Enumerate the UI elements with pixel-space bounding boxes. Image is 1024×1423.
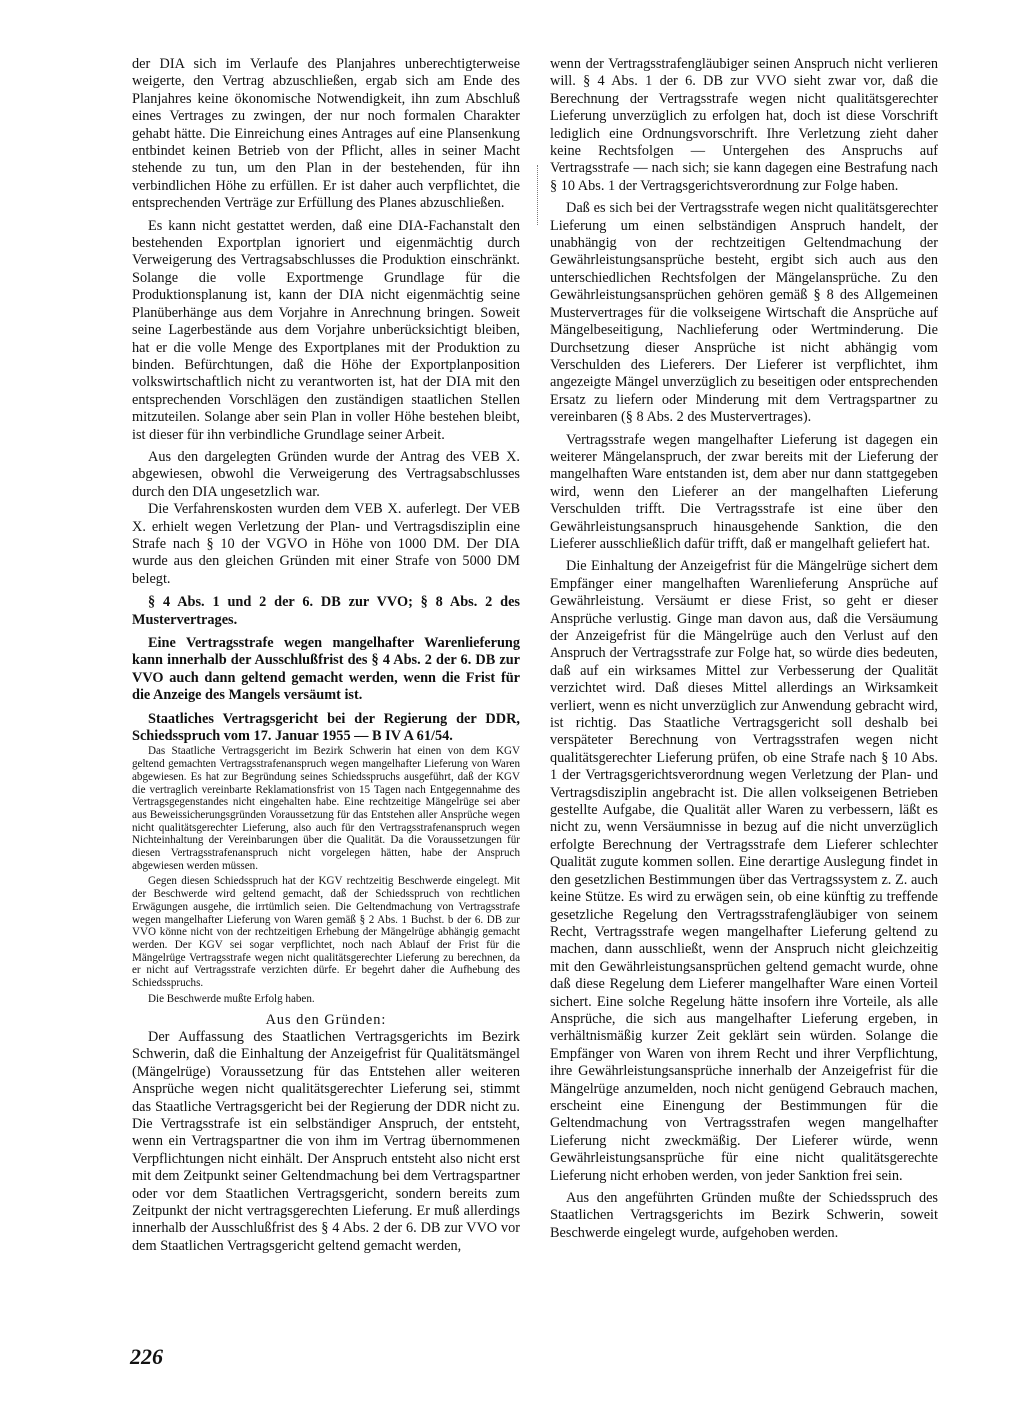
paragraph: Aus den dargelegten Gründen wurde der Antrag des VEB X. abgewiesen, obwohl die Verweigerung des Vertragsabschlusses durch den DIA ungesetzlich war. bbox=[132, 448, 520, 500]
page-number: 226 bbox=[130, 1344, 163, 1369]
paragraph: Eine Vertragsstrafe wegen mangelhafter Warenlieferung kann innerhalb der Ausschlußfrist des § 4 Abs. 2 der 6. DB zur VVO auch dann geltend gemacht werden, wenn die Frist für die Anzeige des Mangels versäumt ist. bbox=[132, 635, 520, 704]
paragraph: Der Auffassung des Staatlichen Vertragsgerichts im Bezirk Schwerin, daß die Einhaltung der Anzeigefrist für Qualitätsmängel (Mängelrüge) Voraussetzung für das Entstehen aller weiteren Ansprüche wegen nicht qualitätsgerechter Lieferung sei, stimmt das Staatliche Vertragsgericht bei der Regierung der DDR nicht zu. Die Vertragsstrafe ist ein selbständiger Anspruch, der entsteht, wenn ein Vertragspartner die von ihm im Vertrag übernommenen Verpflichtungen nicht einhält. Der Anspruch entsteht also nicht erst mit dem Zeitpunkt seiner Geltendmachung bei dem Vertragspartner oder vor dem Staatlichen Vertragsgericht, sondern bereits zum Zeitpunkt der nicht vertragsgerechten Lieferung. Er muß allerdings innerhalb der Ausschlußfrist des § 4 Abs. 2 der 6. DB zur VVO vor dem Staatlichen Vertragsgericht geltend gemacht werden, bbox=[132, 1028, 520, 1254]
left-column bbox=[132, 56, 520, 1255]
paragraph: § 4 Abs. 1 und 2 der 6. DB zur VVO; § 8 Abs. 2 des Mustervertrages. bbox=[132, 594, 520, 628]
paragraph: Aus den angeführten Gründen mußte der Schiedsspruch des Staatlichen Vertragsgerichts im Bezirk Schwerin, soweit Beschwerde eingelegt wurde, aufgehoben werden. bbox=[550, 1190, 938, 1241]
paragraph: wenn der Vertragsstrafengläubiger seinen Anspruch nicht verlieren will. § 4 Abs. 1 der 6. DB zur VVO sieht zwar vor, daß die Berechnung der Vertragsstrafe wegen nicht qualitätsgerechter Lieferung unverzüglich zu erfolgen hat, doch ist diese Vorschrift lediglich eine Ordnungsvorschrift. Ihre Verletzung zieht daher keine Rechtsfolgen — Untergehen des Anspruchs auf Vertragsstrafe — nach sich; sie kann dagegen eine Bestrafung nach § 10 Abs. 1 der Vertragsgerichtsverordnung zur Folge haben. bbox=[550, 56, 938, 194]
paragraph: Staatliches Vertragsgericht bei der Regierung der DDR, Schiedsspruch vom 17. Januar 1955 — B IV A 61/54. bbox=[132, 710, 520, 745]
column-divider bbox=[537, 165, 538, 225]
paragraph: Gegen diesen Schiedsspruch hat der KGV rechtzeitig Beschwerde eingelegt. Mit der Beschwerde wird geltend gemacht, daß der Schiedsspruch von rechtlichen Erwägungen ausgehe, die irrtümlich seien. Die Geltendmachung von Vertragsstrafe wegen mangelhafter Lieferung von Waren gemäß § 2 Abs. 1 Buchst. b der 6. DB zur VVO könne nicht von der rechtzeitigen Erhebung der Mängelrüge abhängig gemacht werden. Der KGV sei sogar verpflichtet, noch nach Ablauf der Frist für die Mängelrüge Vertragsstrafe wegen nicht qualitätsgerechter Lieferung zu berechnen, da er nicht auf Vertragsstrafe verzichten dürfe. Er begehrt daher die Aufhebung des Schiedsspruchs. bbox=[132, 875, 520, 990]
paragraph: Die Einhaltung der Anzeigefrist für die Mängelrüge sichert dem Empfänger einer mangelhaften Warenlieferung Ansprüche auf Gewährleistung. Versäumt er diese Frist, so geht er dieser Ansprüche verlustig. Ginge man davon aus, daß die Versäumung der Anzeigefrist für die Mängelrüge auch den Verlust auf den Anspruch der Vertragsstrafe zur Folge hat, so würde dies bedeuten, daß auf ein wirksames Mittel zur Verbesserung der Qualität verzichtet wird. Daß dieses Mittel allerdings an Wirksamkeit verliert, wenn es nicht unverzüglich zur Anwendung gebracht wird, ist richtig. Das Staatliche Vertragsgericht soll deshalb bei verspäteter Berechnung von Vertragsstrafen wegen nicht qualitätsgerechter Lieferung prüfen, ob eine Strafe nach § 10 Abs. 1 der Vertragsgerichtsverordnung wegen Verletzung der Plan- und Vertragsdisziplin angebracht ist. Die allen volkseigenen Betrieben gestellte Aufgabe, die Qualität aller Waren zu verbessern, läßt es nicht zu, wenn Versäumnisse in bezug auf die nicht unverzüglich erfolgte Berechnung der Vertragsstrafe dem Lieferer schlechter Qualität zugute kommen sollen. Eine derartige Auslegung findet in den gesetzlichen Bestimmungen über das Vertragssystem z. Z. auch keine Stütze. Es wird zu erwägen sein, ob eine künftig zu treffende gesetzliche Regelung den Vertragsstrafengläubiger von seinem Recht, Vertragsstrafe wegen mangelhafter Lieferung geltend zu machen, dann ausschließt, wenn der Anspruch nicht gleichzeitig mit den Gewährleistungsansprüchen geltend gemacht wurde, ohne daß diese Regelung dem Lieferer mangelhafter Ware einen Vorteil sichert. Eine solche Regelung hätte insofern ihre Vorteile, als alle Ansprüche, die sich aus mangelhafter Lieferung ergeben, in verhältnismäßig kurzer Zeit geklärt sein würden. Solange die Empfänger von Waren von ihrem Recht und ihrer Verpflichtung, ihre Gewährleistungsansprüche innerhalb der Anzeigefrist für die Mängelrüge anzumelden, noch nicht genügend Gebrauch machen, erscheint eine Einengung der Bestimmungen für die Geltendmachung von Vertragsstrafen wegen mangelhafter Lieferung nicht zweckmäßig. Der Lieferer würde, wenn Gewährleistungsansprüche für eine nicht qualitätsgerechte Lieferung nicht erhoben werden, von jeder Sanktion frei sein. bbox=[550, 558, 938, 1184]
paragraph: Vertragsstrafe wegen mangelhafter Lieferung ist dagegen ein weiterer Mängelanspruch, der zwar bereits mit der Lieferung der mangelhaften Ware entstanden ist, dem aber nur dann stattgegeben wird, wenn den Lieferer an der mangelhaften Lieferung Verschulden trifft. Die Vertragsstrafe ist eine über den Gewährleistungsanspruch hinausgehende Sanktion, die den Lieferer ausschließlich dafür trifft, daß er mangelhaft geliefert hat. bbox=[550, 431, 938, 552]
right-column bbox=[550, 56, 938, 1242]
paragraph: Es kann nicht gestattet werden, daß eine DIA-Fachanstalt den bestehenden Exportplan ignoriert und eigenmächtig durch Verweigerung des Vertragsabschlusses die Produktion einschränkt. Solange die volle Exportmenge Grundlage für die Produktionsplanung ist, kann der DIA nicht eigenmächtig seine Planüberhänge aus dem Vorjahre in Anrechnung bringen. Soweit seine Lagerbestände aus dem Vorjahre unberücksichtigt bleiben, hat er die volle Menge des Exportplanes mit der Produktion zu binden. Befürchtungen, daß die Höhe der Exportplanposition volkswirtschaftlich nicht zu verantworten ist, hat der DIA mit den entsprechenden Vorschlägen den zuständigen staatlichen Stellen mitzuteilen. Solange aber sein Plan in voller Höhe bestehen bleibt, ist dieser für ihn verbindliche Grundlage seiner Arbeit. bbox=[132, 217, 520, 443]
section-heading: Aus den Gründen: bbox=[265, 1011, 387, 1028]
paragraph: Das Staatliche Vertragsgericht im Bezirk Schwerin hat einen von dem KGV geltend gemachten Vertragsstrafenanspruch wegen mangelhafter Lieferung von Waren abgewiesen. Es hat zur Begründung seines Schiedsspruchs ausgeführt, daß der KGV die vertraglich vereinbarte Reklamationsfrist von 15 Tagen nach Entgegennahme des Vertragsgegenstandes nicht eingehalten habe. Eine rechtzeitige Mängelrüge sei aber aus Beweissicherungsgründen Voraussetzung für das Entstehen aller Ansprüche wegen nicht qualitätsgerechter Lieferung, also auch für den Vertragsstrafenanspruch wegen Nichteinhaltung der Vereinbarungen über die Qualität. Da die Voraussetzungen für diesen Vertragsstrafenanspruch nicht vorgelegen hätten, habe der Anspruch abgewiesen werden müssen. bbox=[132, 745, 520, 872]
paragraph: Die Verfahrenskosten wurden dem VEB X. auferlegt. Der VEB X. erhielt wegen Verletzung der Plan- und Vertragsdisziplin eine Strafe nach § 10 der VGVO in Höhe von 1000 DM. Der DIA wurde aus den gleichen Gründen mit einer Strafe von 5000 DM belegt. bbox=[132, 501, 520, 587]
paragraph: Die Beschwerde mußte Erfolg haben. bbox=[148, 992, 315, 1005]
paragraph: Daß es sich bei der Vertragsstrafe wegen nicht qualitätsgerechter Lieferung um einen selbständigen Anspruch handelt, der unabhängig von der rechtzeitigen Geltendmachung der Gewährleistungsansprüche besteht, ergibt sich auch aus den unterschiedlichen Rechtsfolgen der Mängelansprüche. Zu den Gewährleistungsansprüchen gehören gemäß § 8 des Allgemeinen Mustervertrages für die volkseigene Wirtschaft die Ansprüche auf Mängelbeseitigung, Nachlieferung oder Wertminderung. Die Durchsetzung dieser Ansprüche ist nicht abhängig vom Verschulden des Lieferers. Der Lieferer ist verpflichtet, ihm angezeigte Mängel unverzüglich zu beseitigen oder entsprechenden Ersatz zu liefern oder Minderung mit dem Vertragspartner zu vereinbaren (§ 8 Abs. 2 des Mustervertrages). bbox=[550, 200, 938, 426]
paragraph: der DIA sich im Verlaufe des Planjahres unberechtigterweise weigerte, den Vertrag abzuschließen, ergab sich am Ende des Planjahres keine ökonomische Notwendigkeit, ihn zum Abschluß eines Vertrages zu zwingen, der nur noch formalen Charakter gehabt hätte. Die Einreichung eines Antrages auf eine Plansenkung entbindet keinen Betrieb von der Pflicht, alles in seiner Macht stehende zu tun, um den Plan in der bestehenden, für ihn verbindlichen Höhe zu erfüllen. Er ist daher auch verpflichtet, die entsprechenden Verträge zur Erfüllung des Planes abzuschließen. bbox=[132, 56, 520, 212]
